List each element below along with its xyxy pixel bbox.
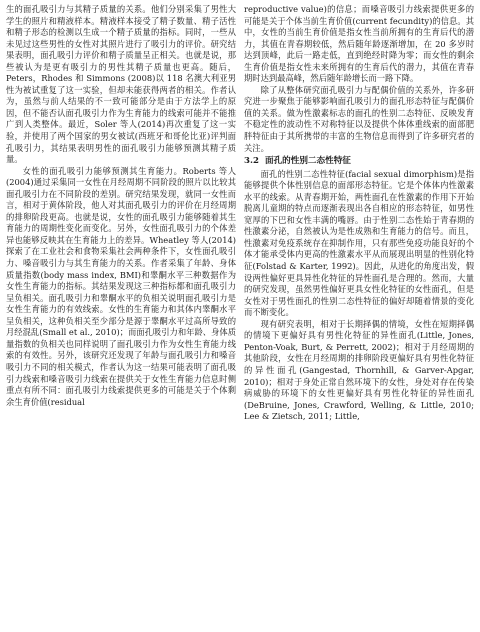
section-title: 面孔的性别二态性特征 bbox=[264, 156, 351, 167]
paragraph-sexual-dimorphism: 面孔的性别二态性特征(facial sexual dimorphism)是指能够提供个体性别信息的面部形态特征。它是个体体内性激素水平的线索。从青春期开始，两性面孔在性激素的作用下开始脱离儿童期的特点而逐渐表现出各自相应的形态特征，如男性宽厚的下巴和女性丰满的嘴唇。由于性别二态性始于青春期的性激素分泌，自然被认为是性成熟和生育能力的信号。而且，性激素对免疫系统存在抑制作用，只有那些免疫功能良好的个体才能承受体内更高的性激素水平从而展现出明显的性别化特征(Folstad & Karter, 1992)。因此，从进化的角度出发，假设两性偏好更具异性化特征的异性面孔是合理的。然而，大量的研究发现，虽然男性偏好更具女性化特征的女性面孔，但是女性对于男性面孔的性别二态性特征的偏好却随着情景的变化而不断变化。 bbox=[244, 168, 474, 318]
left-text-column bbox=[6, 4, 236, 632]
section-number: 3.2 bbox=[244, 156, 259, 167]
section-heading bbox=[244, 156, 474, 168]
paragraph-mating-context: 现有研究表明，相对于长期择偶的情境，女性在短期择偶的情境下更偏好具有男性化特征的异性面孔(Little, Jones, Penton-Voak, Burt, & Perrett, 2002)；相对于月经周期的其他阶段，女性在月经周期的排卵阶段更偏好具有男性化特征的异性面孔(Gangestad, Thornhill, & Garver-Apgar, 2010)；相对于身处正常自然环境下的女性，身处对存在传染病威胁的环境下的女性更偏好具有男性化特征的异性面孔(DeBruine, Jones, Crawford, Welling, & Little, 2010; Lee & Zietsch, 2011; Little, bbox=[244, 318, 474, 422]
paragraph-female-fertility: 女性的面孔吸引力能够预测其生育能力。Roberts 等人(2004)通过采集同一女性在月经周期不同阶段的照片以比较其面孔吸引力在不同阶段的差别。研究结果发现，就同一女性而言，相对于黄体阶段，他人对其面孔吸引力的评价在月经周期的排卵阶段更高。也就是说，女性的面孔吸引力能够随着其生育能力的周期性变化而变化。另外，女性面孔吸引力的个体差异也能够反映其在生育能力上的差异。Wheatley 等人(2014)探索了在工业社会和食物采集社会两种条件下，女性面孔吸引力、嗓音吸引力与其生育能力的关系。作者采集了年龄、身体质量指数(body mass index, BMI)和睾酮水平三种数据作为女性生育能力的指标。其结果发现这三种指标都和面孔吸引力呈负相关。面孔吸引力和睾酮水平的负相关说明面孔吸引力是女性生育能力的有效线索。女性的生育能力和其体内睾酮水平呈负相关，这种负相关至少部分是源于睾酮水平过高所导致的月经混乱(Small et al., 2010)；而面孔吸引力和年龄、身体质量指数的负相关也同样说明了面孔吸引力作为女性生育能力线索的有效性。另外，该研究还发现了年龄与面孔吸引力和嗓音吸引力不同的相关模式，作者认为这一结果可能表明了面孔吸引力线索和嗓音吸引力线索在提供关于女性生育能力信息时侧重点有所不同：面孔吸引力线索提供更多的可能是关于个体剩余生育价值(residual bbox=[6, 165, 236, 407]
right-text-column bbox=[244, 4, 474, 632]
paragraph-sperm-quality: 生的面孔吸引力与其精子质量的关系。他们分别采集了男性大学生的照片和精液样本。精液样本接受了精子数量、精子活性和精子形态的检测以生成一个精子质量的指标。同时，一些从未见过这些男性的女性对其照片进行了吸引力的评价。研究结果表明，面孔吸引力评价和精子质量呈正相关。也就是说，那些被认为是更有吸引力的男性其精子质量也更高。随后，Peters，Rhodes 和 Simmons (2008)以 118 名澳大利亚男性为被试重复了这一实验，但却未能获得两者的相关。作者认为，虽然与前人结果的不一致可能部分是由于方法学上的原因，但不能否认面孔吸引力作为生育能力的线索可能并不能推广到人类整体。最近，Soler 等人(2014)再次重复了这一实验，并使用了两个国家的男女被试(西班牙和哥伦比亚)评判面孔吸引力，其结果表明男性的面孔吸引力能够预测其精子质量。 bbox=[6, 4, 236, 165]
paragraph-reproductive-value: reproductive value)的信息；而嗓音吸引力线索提供更多的可能是关于个体当前生育价值(current fecundity)的信息。其中，女性的当前生育价值是指女性当前所拥有的生育后代的潜力，其值在青春期较低，然后随年龄逐渐增加，在 20 多岁时达到顶峰，此后一路走低，直到绝经时降为零；而女性的剩余生育价值是指女性未来所拥有的生育后代的潜力，其值在青春期时达到最高峰，然后随年龄增长而一路下降。 bbox=[244, 4, 474, 84]
paragraph-morphology-features: 除了从整体研究面孔吸引力与配偶价值的关系外，许多研究进一步聚焦于能够影响面孔吸引力的面孔形态特征与配偶价值的关系。做为性激素标志的面孔的性别二态特征、反映发育不稳定性的波动性不对称特征以及提供个体体重线索的面部肥胖特征由于其所携带的丰富的生物信息而得到了许多研究者的关注。 bbox=[244, 84, 474, 153]
